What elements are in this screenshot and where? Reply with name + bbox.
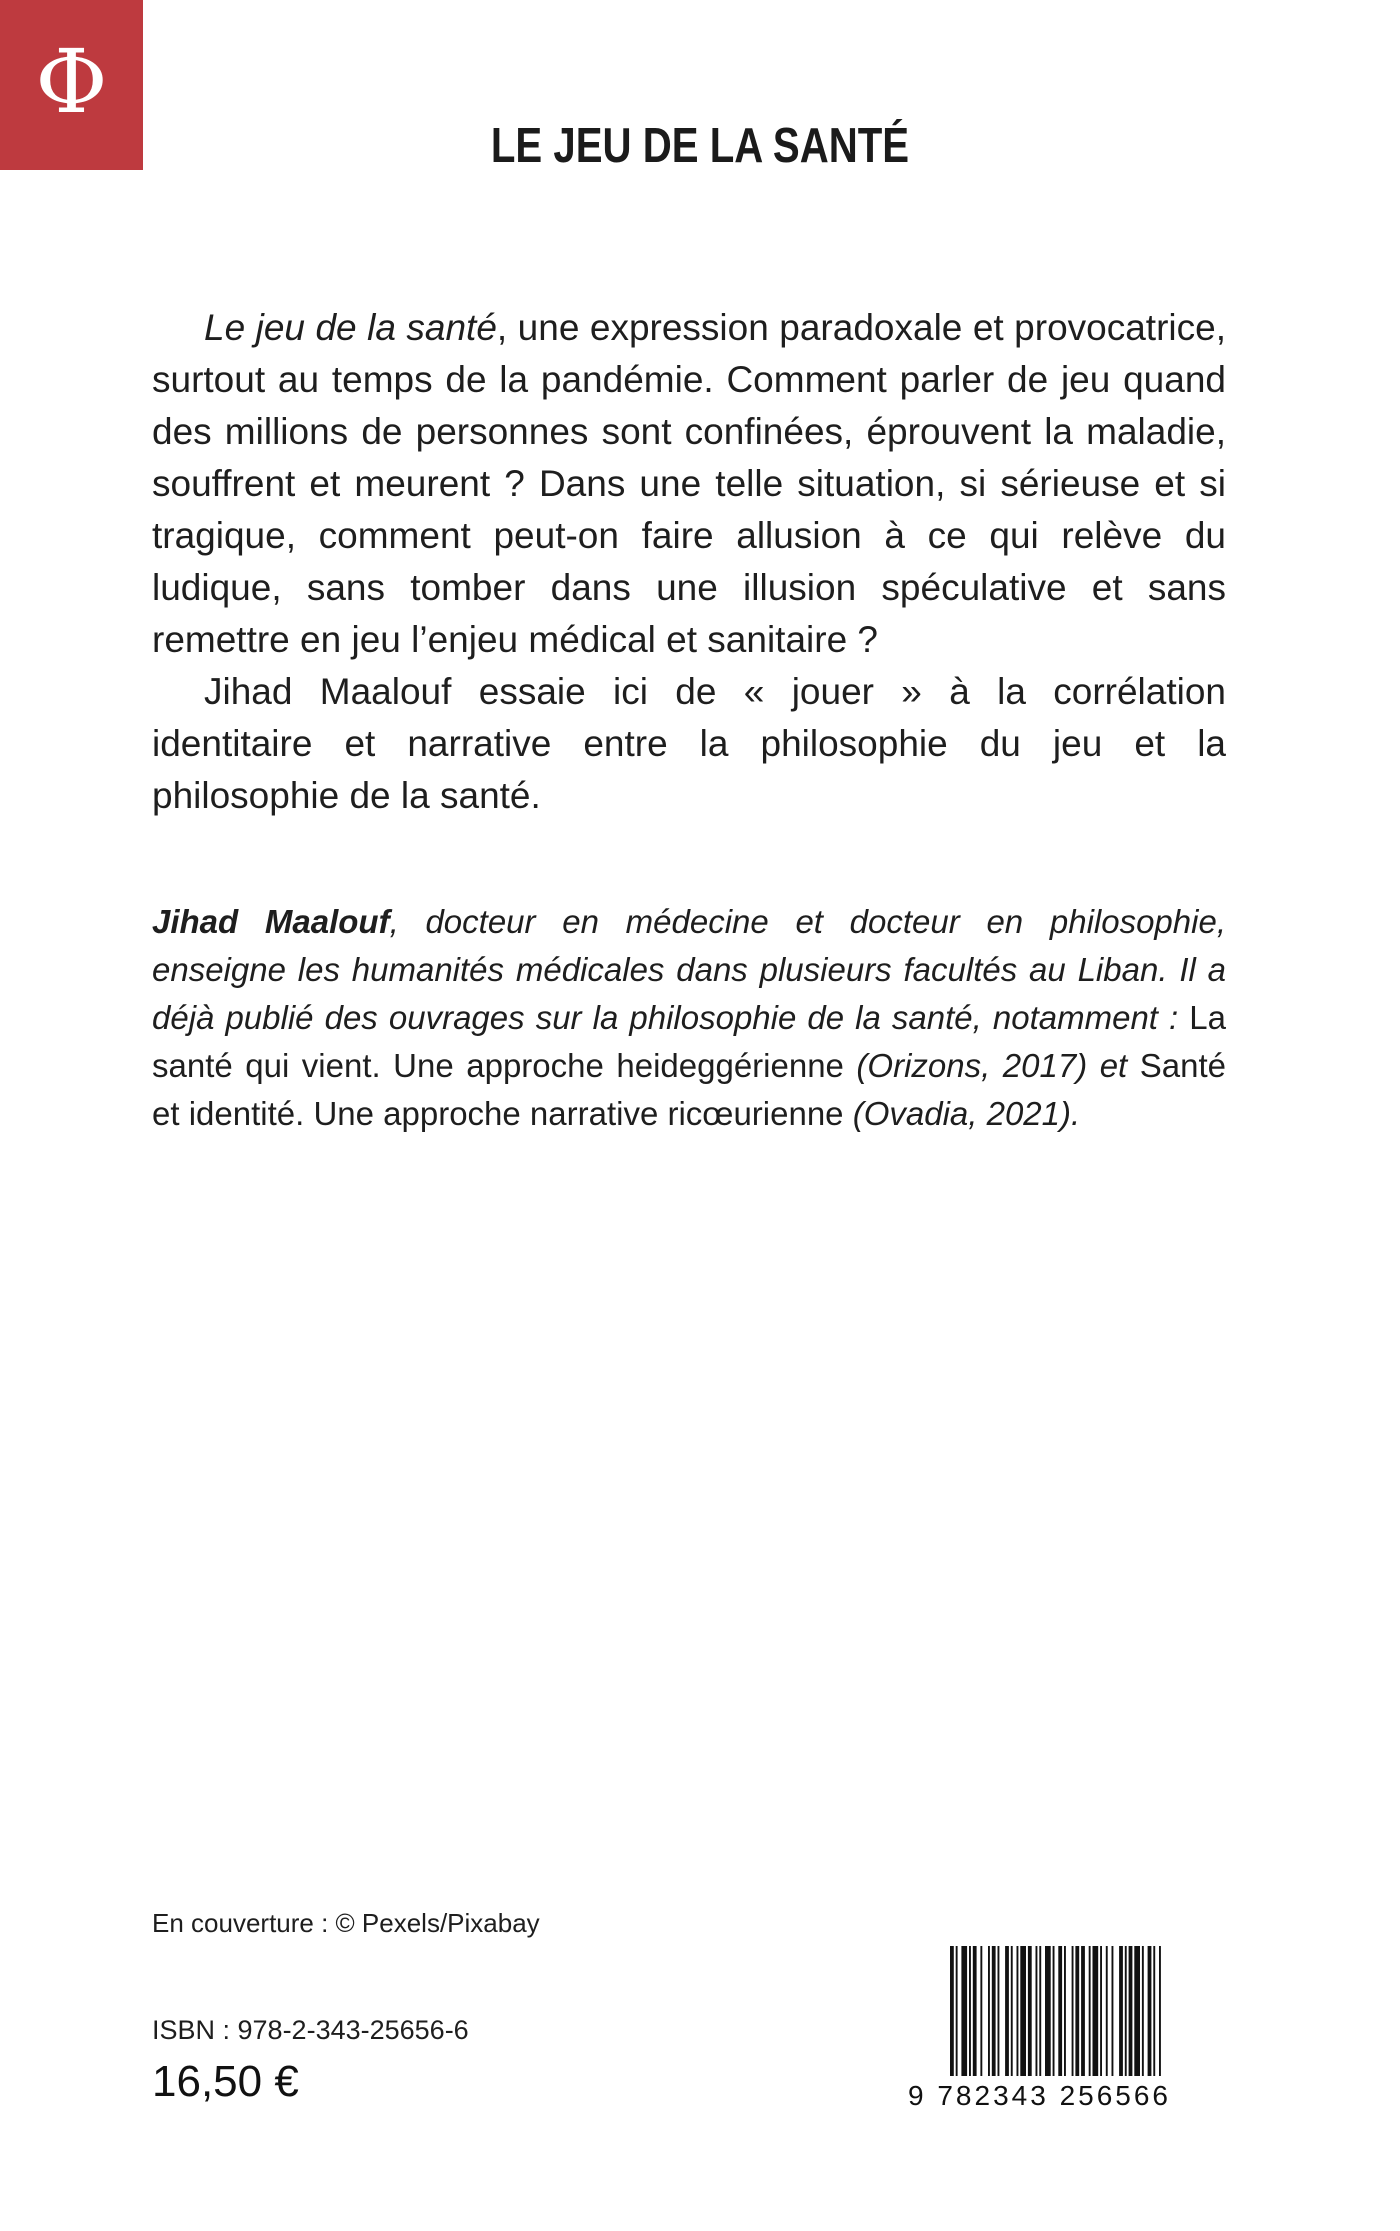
price: 16,50 € <box>152 2057 299 2106</box>
blurb-italic-lead: Le jeu de la santé <box>204 307 497 348</box>
blurb-paragraph-1 <box>152 302 1226 666</box>
book-title: LE JEU DE LA SANTÉ <box>490 119 910 173</box>
isbn-label: ISBN : 978-2-343-25656-6 <box>152 2015 469 2045</box>
blurb-paragraph-1-text: , une expression paradoxale et provocatrice, surtout au temps de la pandémie. Comment parler de jeu quand des millions de personnes sont confinées, éprouvent la maladie, souffrent et meurent ? Dans une telle situation, si sérieuse et si tragique, comment peut-on faire allusion à ce qui relève du ludique, sans tomber dans une illusion spéculative et sans remettre en jeu l’enjeu médical et sanitaire ? <box>152 307 1226 660</box>
author-bio-text: , docteur en médecine et docteur en philosophie, enseigne les humanités médicales dans plusieurs facultés au Liban. Il a déjà publié des ouvrages sur la philosophie de la santé, notamment : <box>152 903 1226 1036</box>
back-cover-blurb <box>152 302 1226 822</box>
author-bio-paragraph <box>152 898 1226 1138</box>
blurb-paragraph-2: Jihad Maalouf essaie ici de « jouer » à la corrélation identitaire et narrative entre la philosophie du jeu et la philosophie de la santé. <box>152 671 1226 816</box>
phi-logo-icon: Φ <box>35 30 108 133</box>
cover-credit: En couverture : © Pexels/Pixabay <box>152 1908 540 1938</box>
author-name: Jihad Maalouf <box>152 903 390 940</box>
author-bio <box>152 898 1226 1138</box>
book-title-2: Santé et identité. Une approche narrative ricœurienne <box>152 1047 1226 1132</box>
book-title-1: La santé qui vient. Une approche heideggérienne <box>152 999 1226 1084</box>
barcode-digits: 9 782343 256566 <box>908 2080 1171 2111</box>
publisher-logo <box>0 0 143 170</box>
barcode-icon <box>950 1946 1220 2076</box>
book-publisher-1: (Orizons, 2017) et <box>843 1047 1140 1084</box>
book-publisher-2: (Ovadia, 2021). <box>843 1095 1081 1132</box>
